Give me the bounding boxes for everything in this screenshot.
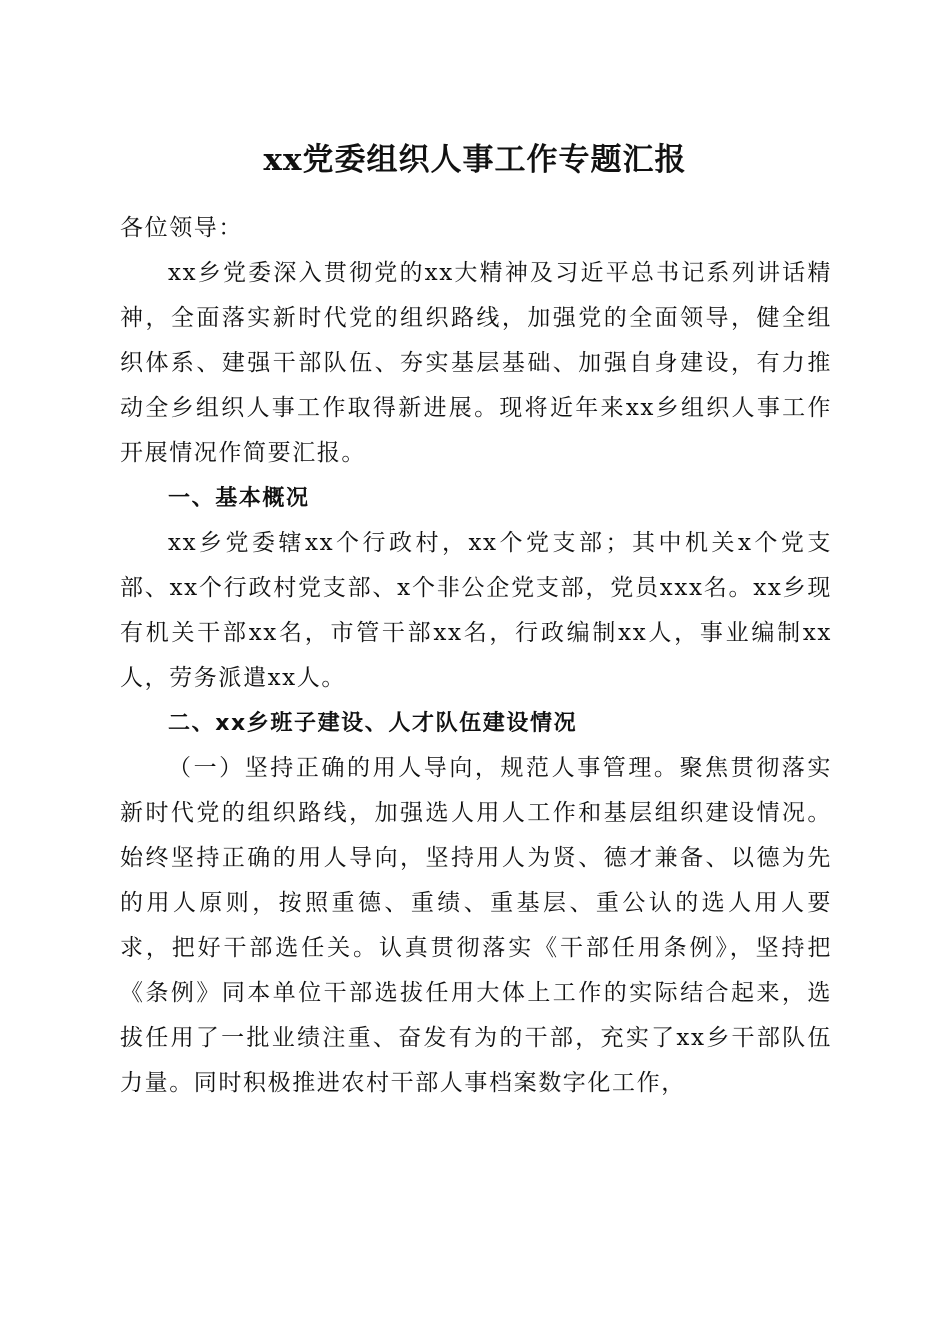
overview-paragraph: xx乡党委辖xx个行政村，xx个党支部；其中机关x个党支部、xx个行政村党支部、x个非公企党支部，党员xxx名。xx乡现有机关干部xx名，市管干部xx名，行政编制xx人，事业编制xx人，劳务派遣xx人。 bbox=[120, 530, 832, 691]
section-heading-team-building: 二、xx乡班子建设、人才队伍建设情况 bbox=[168, 711, 578, 736]
document-body bbox=[120, 206, 832, 1106]
section-heading-overview: 一、基本概况 bbox=[168, 486, 310, 511]
document-title: xx党委组织人事工作专题汇报 bbox=[263, 142, 687, 178]
salutation: 各位领导： bbox=[120, 215, 243, 241]
intro-paragraph: xx乡党委深入贯彻党的xx大精神及习近平总书记系列讲话精神，全面落实新时代党的组织路线，加强党的全面领导，健全组织体系、建强干部队伍、夯实基层基础、加强自身建设，有力推动全乡组织人事工作取得新进展。现将近年来xx乡组织人事工作开展情况作简要汇报。 bbox=[120, 260, 832, 466]
team-building-paragraph: （一）坚持正确的用人导向，规范人事管理。聚焦贯彻落实新时代党的组织路线，加强选人用人工作和基层组织建设情况。始终坚持正确的用人导向，坚持用人为贤、德才兼备、以德为先的用人原则，按照重德、重绩、重基层、重公认的选人用人要求，把好干部选任关。认真贯彻落实《干部任用条例》，坚持把《条例》同本单位干部选拔任用大体上工作的实际结合起来，选拔任用了一批业绩注重、奋发有为的干部，充实了xx乡干部队伍力量。同时积极推进农村干部人事档案数字化工作， bbox=[120, 755, 832, 1096]
